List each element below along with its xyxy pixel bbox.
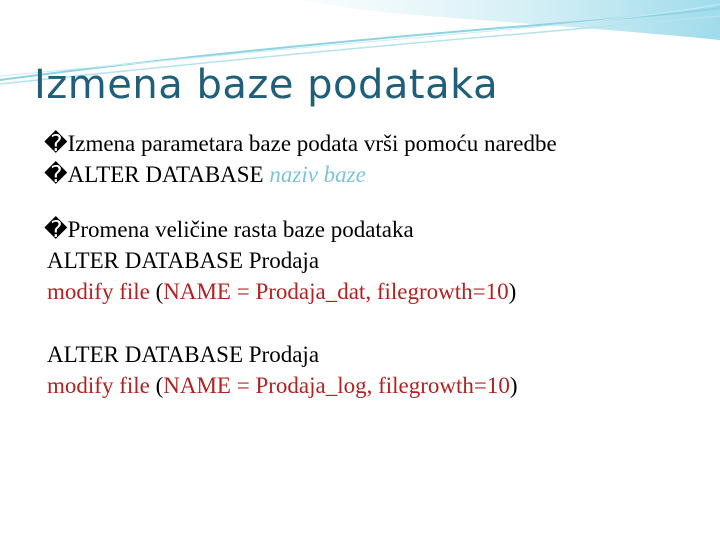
code-arguments: NAME = Prodaja_log, filegrowth=10 [163,373,510,398]
code-arguments: NAME = Prodaja_dat, filegrowth=10 [163,279,509,304]
command-argument: naziv baze [269,162,366,187]
bullet-icon: � [44,131,68,156]
code-line: ALTER DATABASE Prodaja [47,248,320,273]
code-paren: ( [149,373,164,398]
slide-title: Izmena baze podataka [34,62,499,108]
code-paren: ) [508,279,517,304]
code-paren: ) [509,373,518,398]
bullet-text: Izmena parametara baze podata vrši pomoću naredbe [67,131,557,156]
bullet-item-2 [44,159,707,190]
bullet-icon: � [44,217,68,242]
bullet-text: Promena veličine rasta baze podataka [67,217,414,242]
code-keyword: modify file [47,279,150,304]
code-paren: ( [149,279,164,304]
bullet-item-1 [44,128,707,159]
code-line [47,276,707,307]
code-line [47,370,707,401]
slide-body [44,128,707,401]
code-keyword: modify file [47,373,150,398]
command-text: ALTER DATABASE [67,162,270,187]
code-line: ALTER DATABASE Prodaja [47,342,320,367]
bullet-icon: � [44,162,68,187]
bullet-item-3 [44,214,707,245]
